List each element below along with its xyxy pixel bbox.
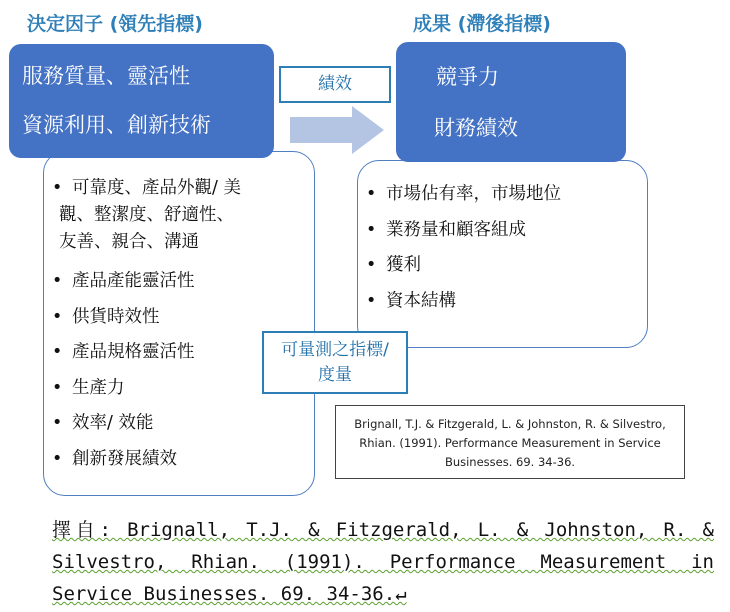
citation-line-1: 擇自: Brignall, T.J. & Fitzgerald, L. & Johnston, R. & xyxy=(52,519,714,541)
list-item: • 創新發展績效 xyxy=(44,442,314,478)
list-item: • 產品產能靈活性 xyxy=(44,264,314,300)
results-heading: 成果 (滯後指標) xyxy=(413,13,551,35)
list-item: • 資本結構 xyxy=(358,284,647,320)
list-item: • 市場佔有率，市場地位 xyxy=(358,177,647,213)
citation-line-3: Service Businesses. 69. 34-36.↵ xyxy=(52,583,407,605)
measurable-indicators-label: 可量測之指標/ 度量 xyxy=(262,331,408,394)
list-item: • 生產力 xyxy=(44,371,314,407)
results-line-1: 競爭力 xyxy=(436,65,499,89)
determinants-line-2: 資源利用、創新技術 xyxy=(22,113,211,137)
list-item: • 獲利 xyxy=(358,248,647,284)
determinants-list-box xyxy=(43,151,315,496)
results-box xyxy=(396,42,626,162)
list-item: • 效率/ 效能 xyxy=(44,406,314,442)
performance-label: 績效 xyxy=(279,66,391,103)
results-line-2: 財務績效 xyxy=(434,116,518,140)
determinants-heading: 決定因子 (領先指標) xyxy=(27,13,203,35)
list-item: • 供貨時效性 xyxy=(44,300,314,336)
citation xyxy=(52,514,714,610)
list-item: • 業務量和顧客組成 xyxy=(358,213,647,249)
list-item: • 可靠度、產品外觀/ 美 觀、整潔度、舒適性、 友善、親合、溝通 xyxy=(44,175,314,256)
determinants-box xyxy=(9,44,274,158)
list-item: • 產品規格靈活性 xyxy=(44,335,314,371)
results-list-box xyxy=(357,160,648,348)
reference-box: Brignall, T.J. & Fitzgerald, L. & Johnston, R. & Silvestro, Rhian. (1991). Performance Measurement in Service Businesses. 69. 34-36. xyxy=(335,405,685,479)
determinants-line-1: 服務質量、靈活性 xyxy=(22,64,190,88)
flow-arrow-icon xyxy=(290,106,388,154)
citation-line-2: Silvestro, Rhian. (1991). Performance Measurement in xyxy=(52,551,714,573)
